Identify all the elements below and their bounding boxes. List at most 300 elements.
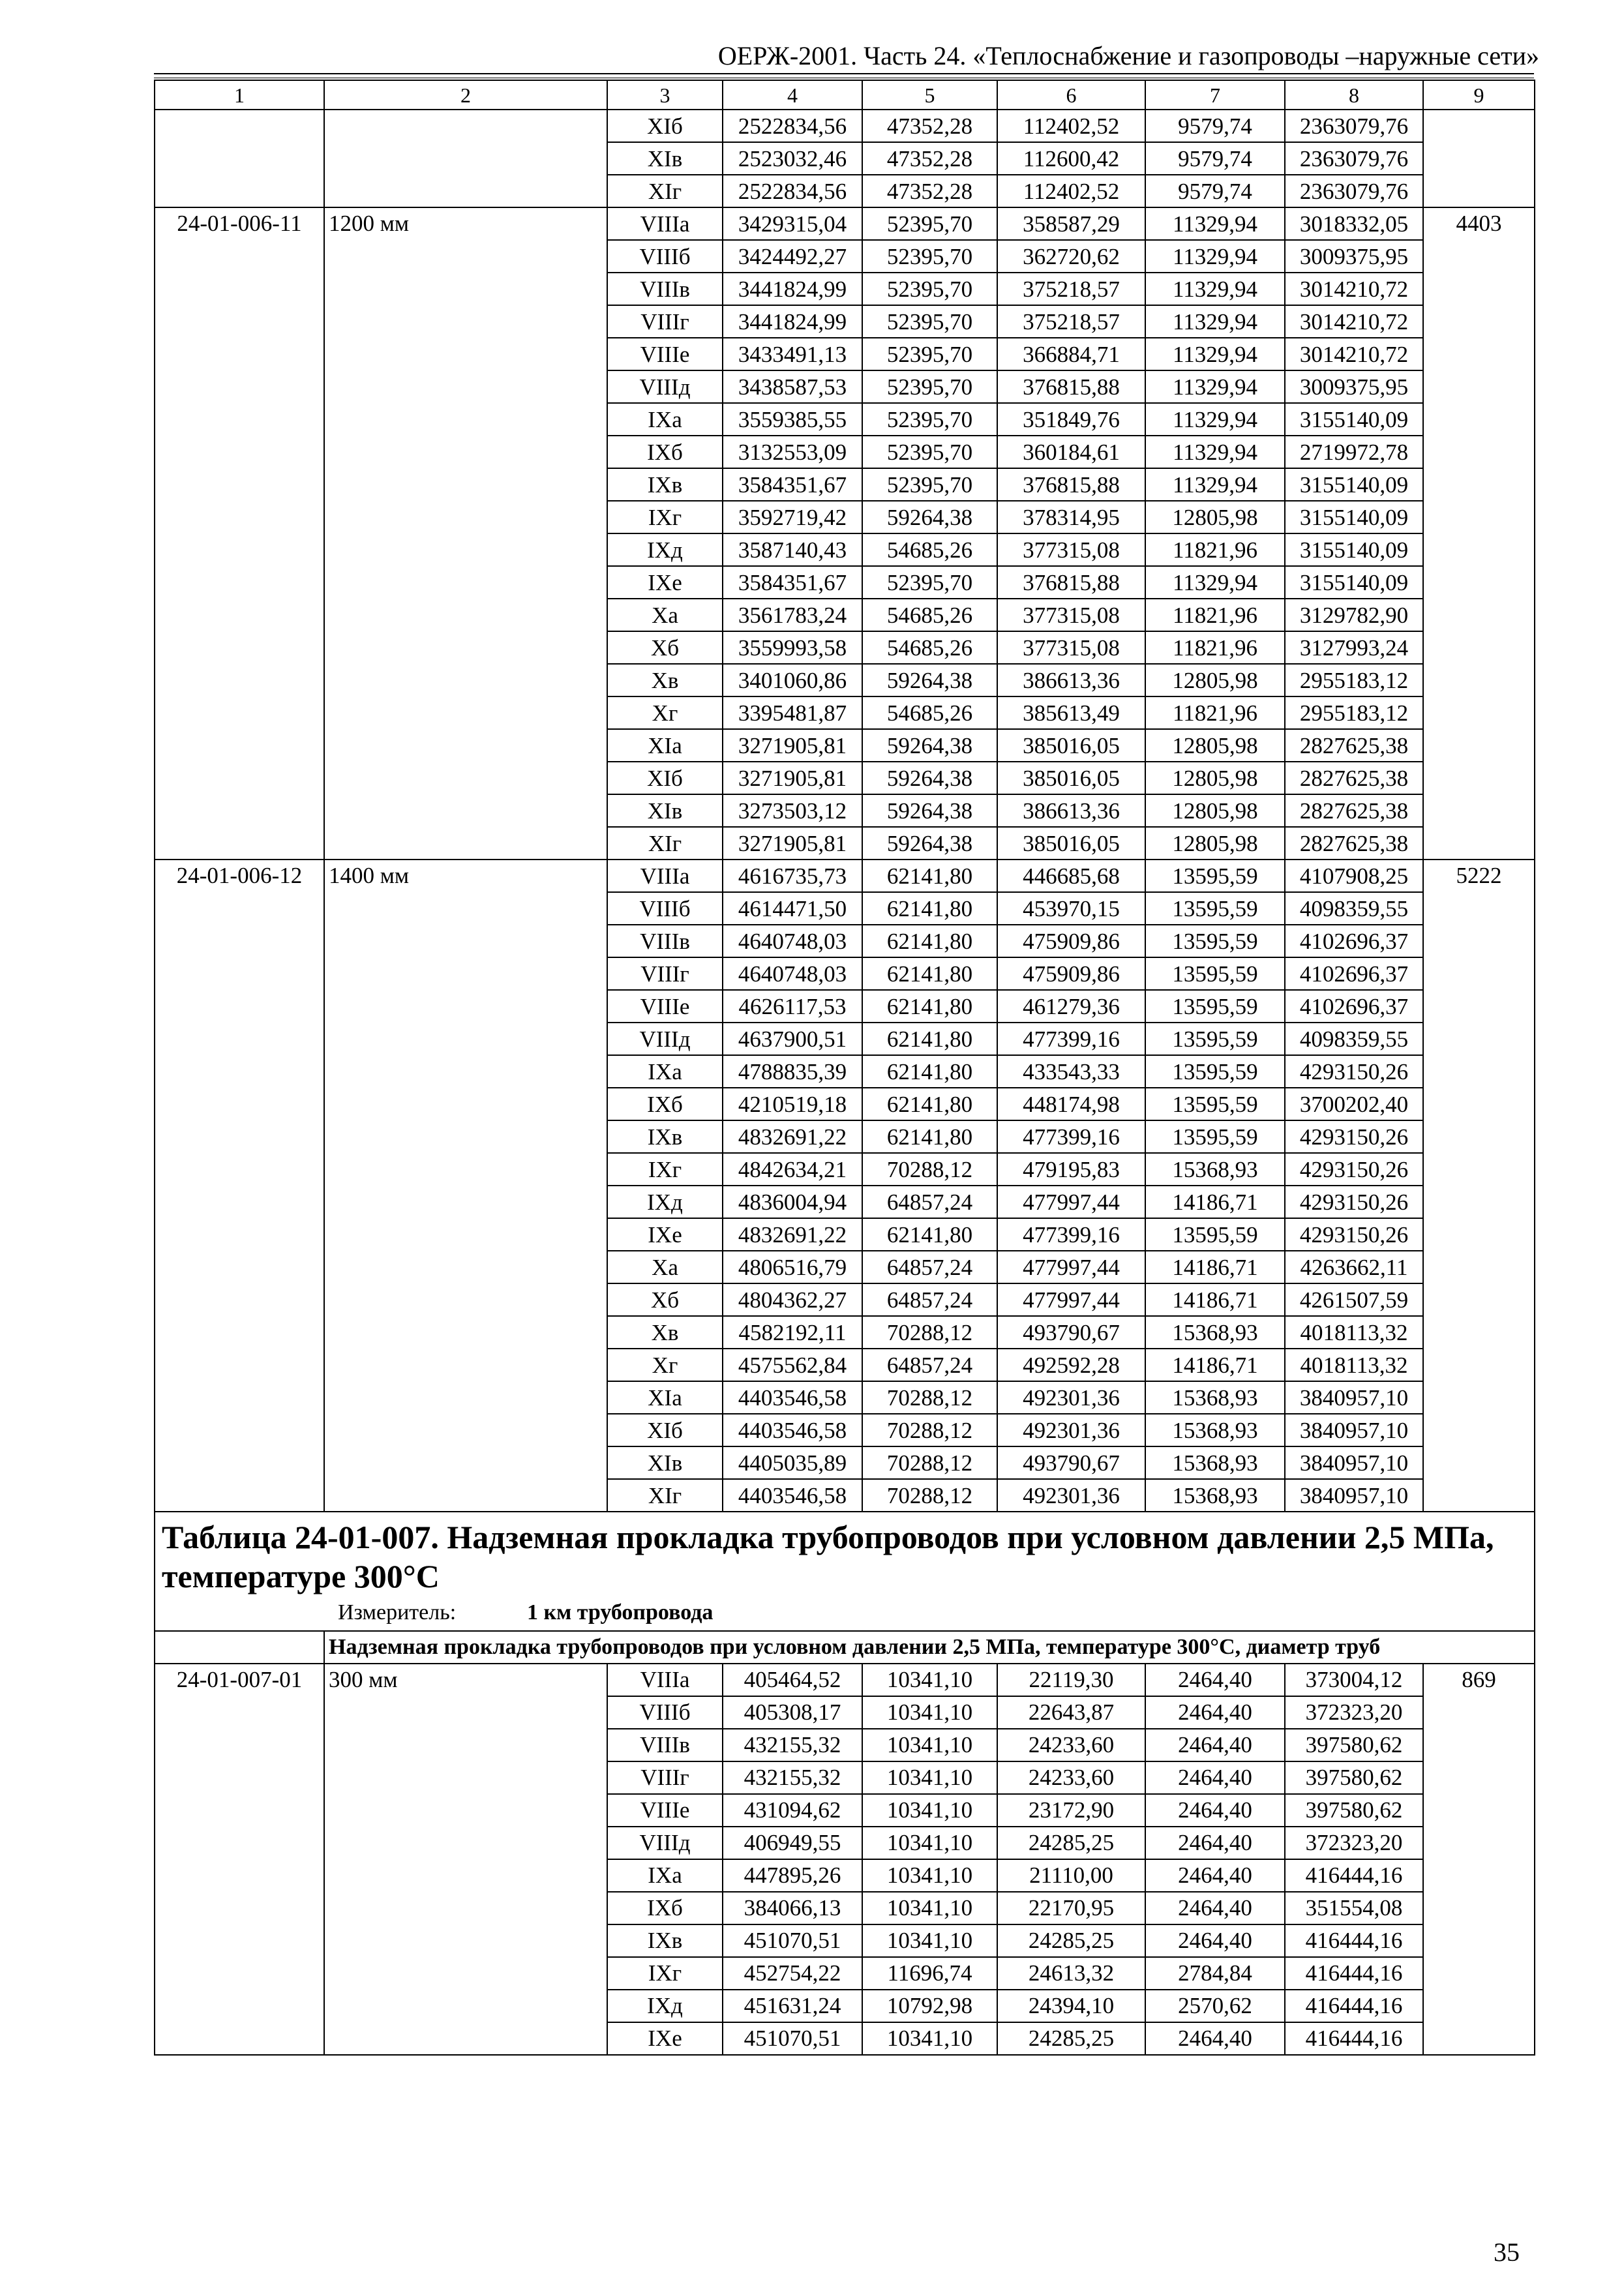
zone-code: VIIIб (607, 892, 723, 925)
operator-wage: 12805,98 (1145, 762, 1285, 794)
operator-wage: 14186,71 (1145, 1283, 1285, 1316)
machine-cost: 446685,68 (997, 860, 1145, 892)
materials-cost: 3129782,90 (1285, 599, 1423, 631)
materials-cost: 4018113,32 (1285, 1316, 1423, 1349)
operator-wage: 2464,40 (1145, 1794, 1285, 1827)
total-cost: 4842634,21 (723, 1153, 862, 1186)
total-cost: 452754,22 (723, 1957, 862, 1990)
machine-cost: 362720,62 (997, 240, 1145, 273)
column-number: 6 (997, 80, 1145, 110)
column-number: 5 (862, 80, 997, 110)
zone-code: Xа (607, 599, 723, 631)
zone-code: IXд (607, 1186, 723, 1218)
zone-code: IXг (607, 1153, 723, 1186)
operator-wage: 13595,59 (1145, 1023, 1285, 1055)
pipe-diameter (324, 110, 607, 207)
total-cost: 4582192,11 (723, 1316, 862, 1349)
operator-wage: 11329,94 (1145, 436, 1285, 468)
materials-cost: 4263662,11 (1285, 1251, 1423, 1283)
materials-cost: 416444,16 (1285, 2022, 1423, 2055)
labor-cost: 59264,38 (862, 729, 997, 762)
labor-cost: 62141,80 (862, 1088, 997, 1120)
machine-cost: 475909,86 (997, 957, 1145, 990)
zone-code: IXд (607, 1990, 723, 2022)
labor-cost: 52395,70 (862, 338, 997, 370)
total-cost: 4403546,58 (723, 1479, 862, 1512)
materials-cost: 4293150,26 (1285, 1218, 1423, 1251)
total-cost: 3424492,27 (723, 240, 862, 273)
labor-cost: 64857,24 (862, 1251, 997, 1283)
zone-code: IXа (607, 403, 723, 436)
total-cost: 3438587,53 (723, 370, 862, 403)
rate-code: 24-01-007-01 (155, 1664, 324, 2055)
labor-cost: 47352,28 (862, 110, 997, 142)
operator-wage: 11329,94 (1145, 240, 1285, 273)
materials-cost: 4293150,26 (1285, 1153, 1423, 1186)
total-cost: 405308,17 (723, 1696, 862, 1729)
zone-code: IXв (607, 468, 723, 501)
labor-cost: 10341,10 (862, 1859, 997, 1892)
zone-code: VIIIб (607, 1696, 723, 1729)
operator-wage: 11821,96 (1145, 631, 1285, 664)
operator-wage: 15368,93 (1145, 1414, 1285, 1446)
zone-code: VIIIе (607, 990, 723, 1023)
zone-code: Xв (607, 1316, 723, 1349)
machine-cost: 375218,57 (997, 273, 1145, 305)
materials-cost: 4098359,55 (1285, 1023, 1423, 1055)
labor-cost: 54685,26 (862, 599, 997, 631)
materials-cost: 397580,62 (1285, 1794, 1423, 1827)
table-section-007 (155, 1512, 1535, 1664)
operator-wage: 13595,59 (1145, 1055, 1285, 1088)
machine-cost: 385016,05 (997, 762, 1145, 794)
zone-code: Xг (607, 696, 723, 729)
zone-code: IXе (607, 2022, 723, 2055)
machine-cost: 24233,60 (997, 1761, 1145, 1794)
operator-wage: 11329,94 (1145, 370, 1285, 403)
zone-code: Xг (607, 1349, 723, 1381)
materials-cost: 3009375,95 (1285, 240, 1423, 273)
zone-code: VIIIг (607, 957, 723, 990)
labor-cost: 10341,10 (862, 1664, 997, 1696)
machine-cost: 22170,95 (997, 1892, 1145, 1924)
total-cost: 4403546,58 (723, 1414, 862, 1446)
labor-cost: 52395,70 (862, 240, 997, 273)
labor-cost: 70288,12 (862, 1153, 997, 1186)
zone-code: IXг (607, 1957, 723, 1990)
total-cost: 405464,52 (723, 1664, 862, 1696)
operator-wage: 2464,40 (1145, 2022, 1285, 2055)
labor-hours: 869 (1423, 1664, 1535, 2055)
labor-cost: 62141,80 (862, 1055, 997, 1088)
zone-code: VIIIд (607, 1023, 723, 1055)
materials-cost: 397580,62 (1285, 1729, 1423, 1761)
materials-cost: 2363079,76 (1285, 110, 1423, 142)
zone-code: IXв (607, 1924, 723, 1957)
machine-cost: 386613,36 (997, 794, 1145, 827)
operator-wage: 11821,96 (1145, 696, 1285, 729)
zone-code: IXа (607, 1859, 723, 1892)
materials-cost: 397580,62 (1285, 1761, 1423, 1794)
operator-wage: 11329,94 (1145, 338, 1285, 370)
machine-cost: 24285,25 (997, 1924, 1145, 1957)
labor-cost: 10792,98 (862, 1990, 997, 2022)
total-cost: 3584351,67 (723, 566, 862, 599)
operator-wage: 13595,59 (1145, 1088, 1285, 1120)
labor-cost: 62141,80 (862, 892, 997, 925)
table-body (155, 80, 1535, 110)
materials-cost: 2827625,38 (1285, 794, 1423, 827)
total-cost: 432155,32 (723, 1761, 862, 1794)
zone-code: VIIIе (607, 338, 723, 370)
labor-cost: 59264,38 (862, 794, 997, 827)
total-cost: 3559385,55 (723, 403, 862, 436)
labor-cost: 10341,10 (862, 1892, 997, 1924)
total-cost: 4836004,94 (723, 1186, 862, 1218)
total-cost: 4640748,03 (723, 957, 862, 990)
operator-wage: 13595,59 (1145, 990, 1285, 1023)
table-row (155, 110, 1535, 142)
total-cost: 3395481,87 (723, 696, 862, 729)
materials-cost: 3155140,09 (1285, 566, 1423, 599)
labor-cost: 59264,38 (862, 827, 997, 860)
machine-cost: 376815,88 (997, 370, 1145, 403)
operator-wage: 11329,94 (1145, 566, 1285, 599)
labor-cost: 64857,24 (862, 1186, 997, 1218)
operator-wage: 11329,94 (1145, 468, 1285, 501)
page-number: 35 (1494, 2237, 1520, 2267)
materials-cost: 4102696,37 (1285, 957, 1423, 990)
labor-cost: 10341,10 (862, 1729, 997, 1761)
operator-wage: 13595,59 (1145, 1120, 1285, 1153)
zone-code: VIIIг (607, 1761, 723, 1794)
total-cost: 406949,55 (723, 1827, 862, 1859)
labor-cost: 54685,26 (862, 696, 997, 729)
machine-cost: 477997,44 (997, 1186, 1145, 1218)
operator-wage: 11329,94 (1145, 207, 1285, 240)
machine-cost: 112402,52 (997, 175, 1145, 207)
machine-cost: 477997,44 (997, 1283, 1145, 1316)
operator-wage: 13595,59 (1145, 925, 1285, 957)
machine-cost: 376815,88 (997, 566, 1145, 599)
operator-wage: 15368,93 (1145, 1446, 1285, 1479)
materials-cost: 4018113,32 (1285, 1349, 1423, 1381)
labor-cost: 62141,80 (862, 1120, 997, 1153)
labor-cost: 70288,12 (862, 1316, 997, 1349)
total-cost: 2522834,56 (723, 175, 862, 207)
zone-code: VIIIв (607, 1729, 723, 1761)
total-cost: 3559993,58 (723, 631, 862, 664)
machine-cost: 385016,05 (997, 827, 1145, 860)
machine-cost: 24285,25 (997, 2022, 1145, 2055)
materials-cost: 3840957,10 (1285, 1446, 1423, 1479)
zone-code: XIв (607, 1446, 723, 1479)
machine-cost: 375218,57 (997, 305, 1145, 338)
machine-cost: 377315,08 (997, 631, 1145, 664)
operator-wage: 13595,59 (1145, 1218, 1285, 1251)
materials-cost: 2363079,76 (1285, 142, 1423, 175)
operator-wage: 2464,40 (1145, 1664, 1285, 1696)
operator-wage: 15368,93 (1145, 1153, 1285, 1186)
labor-cost: 64857,24 (862, 1349, 997, 1381)
materials-cost: 2719972,78 (1285, 436, 1423, 468)
labor-cost: 52395,70 (862, 370, 997, 403)
total-cost: 4403546,58 (723, 1381, 862, 1414)
total-cost: 3132553,09 (723, 436, 862, 468)
zone-code: IXб (607, 1892, 723, 1924)
table-body-groups-006 (155, 110, 1535, 1512)
zone-code: XIг (607, 1479, 723, 1512)
machine-cost: 23172,90 (997, 1794, 1145, 1827)
measure-value: 1 км трубопровода (527, 1600, 714, 1624)
zone-code: XIг (607, 175, 723, 207)
rate-code (155, 110, 324, 207)
materials-cost: 3127993,24 (1285, 631, 1423, 664)
labor-cost: 10341,10 (862, 1761, 997, 1794)
pipe-diameter: 300 мм (324, 1664, 607, 2055)
zone-code: Xв (607, 664, 723, 696)
section-subtitle: Надземная прокладка трубопроводов при условном давлении 2,5 МПа, температуре 300°С, диаметр труб (324, 1631, 1535, 1664)
materials-cost: 3155140,09 (1285, 403, 1423, 436)
pipe-diameter: 1400 мм (324, 860, 607, 1512)
total-cost: 447895,26 (723, 1859, 862, 1892)
machine-cost: 24613,32 (997, 1957, 1145, 1990)
operator-wage: 2464,40 (1145, 1729, 1285, 1761)
total-cost: 3429315,04 (723, 207, 862, 240)
table-row (155, 860, 1535, 892)
column-number-row (155, 80, 1535, 110)
operator-wage: 11329,94 (1145, 403, 1285, 436)
machine-cost: 492301,36 (997, 1479, 1145, 1512)
materials-cost: 3014210,72 (1285, 305, 1423, 338)
materials-cost: 372323,20 (1285, 1696, 1423, 1729)
zone-code: IXб (607, 1088, 723, 1120)
machine-cost: 433543,33 (997, 1055, 1145, 1088)
labor-cost: 70288,12 (862, 1446, 997, 1479)
operator-wage: 12805,98 (1145, 729, 1285, 762)
labor-cost: 70288,12 (862, 1381, 997, 1414)
column-number: 4 (723, 80, 862, 110)
zone-code: VIIIд (607, 1827, 723, 1859)
section-subtitle-row (155, 1631, 1535, 1664)
materials-cost: 3840957,10 (1285, 1479, 1423, 1512)
machine-cost: 376815,88 (997, 468, 1145, 501)
column-number: 3 (607, 80, 723, 110)
zone-code: XIв (607, 142, 723, 175)
machine-cost: 366884,71 (997, 338, 1145, 370)
total-cost: 3441824,99 (723, 273, 862, 305)
rates-table (154, 80, 1535, 2056)
operator-wage: 12805,98 (1145, 827, 1285, 860)
column-number: 2 (324, 80, 607, 110)
zone-code: IXг (607, 501, 723, 533)
materials-cost: 3840957,10 (1285, 1414, 1423, 1446)
materials-cost: 2827625,38 (1285, 762, 1423, 794)
materials-cost: 4102696,37 (1285, 925, 1423, 957)
rates-table-wrapper (154, 80, 1534, 2056)
total-cost: 4637900,51 (723, 1023, 862, 1055)
total-cost: 4405035,89 (723, 1446, 862, 1479)
zone-code: IXв (607, 1120, 723, 1153)
zone-code: XIа (607, 1381, 723, 1414)
labor-cost: 59264,38 (862, 664, 997, 696)
labor-cost: 59264,38 (862, 762, 997, 794)
section-title: Таблица 24-01-007. Надземная прокладка трубопроводов при условном давлении 2,5 МПа, температуре 300°С (162, 1519, 1494, 1594)
machine-cost: 24233,60 (997, 1729, 1145, 1761)
total-cost: 4832691,22 (723, 1120, 862, 1153)
total-cost: 451070,51 (723, 1924, 862, 1957)
total-cost: 4210519,18 (723, 1088, 862, 1120)
operator-wage: 9579,74 (1145, 175, 1285, 207)
labor-cost: 62141,80 (862, 990, 997, 1023)
total-cost: 4832691,22 (723, 1218, 862, 1251)
total-cost: 3441824,99 (723, 305, 862, 338)
machine-cost: 385613,49 (997, 696, 1145, 729)
operator-wage: 2464,40 (1145, 1696, 1285, 1729)
materials-cost: 416444,16 (1285, 1924, 1423, 1957)
machine-cost: 386613,36 (997, 664, 1145, 696)
operator-wage: 13595,59 (1145, 957, 1285, 990)
labor-cost: 64857,24 (862, 1283, 997, 1316)
total-cost: 4575562,84 (723, 1349, 862, 1381)
machine-cost: 477399,16 (997, 1218, 1145, 1251)
operator-wage: 11821,96 (1145, 599, 1285, 631)
labor-hours: 4403 (1423, 207, 1535, 860)
machine-cost: 475909,86 (997, 925, 1145, 957)
materials-cost: 351554,08 (1285, 1892, 1423, 1924)
header-rule (154, 73, 1534, 74)
materials-cost: 416444,16 (1285, 1957, 1423, 1990)
machine-cost: 477997,44 (997, 1251, 1145, 1283)
zone-code: VIIIб (607, 240, 723, 273)
total-cost: 4806516,79 (723, 1251, 862, 1283)
materials-cost: 3155140,09 (1285, 533, 1423, 566)
machine-cost: 358587,29 (997, 207, 1145, 240)
total-cost: 451070,51 (723, 2022, 862, 2055)
labor-cost: 62141,80 (862, 860, 997, 892)
operator-wage: 2784,84 (1145, 1957, 1285, 1990)
materials-cost: 4293150,26 (1285, 1186, 1423, 1218)
machine-cost: 461279,36 (997, 990, 1145, 1023)
total-cost: 431094,62 (723, 1794, 862, 1827)
operator-wage: 15368,93 (1145, 1479, 1285, 1512)
operator-wage: 14186,71 (1145, 1251, 1285, 1283)
labor-cost: 10341,10 (862, 1696, 997, 1729)
total-cost: 3271905,81 (723, 762, 862, 794)
labor-cost: 52395,70 (862, 403, 997, 436)
operator-wage: 9579,74 (1145, 110, 1285, 142)
operator-wage: 12805,98 (1145, 501, 1285, 533)
total-cost: 4640748,03 (723, 925, 862, 957)
labor-cost: 54685,26 (862, 533, 997, 566)
machine-cost: 492301,36 (997, 1381, 1145, 1414)
machine-cost: 477399,16 (997, 1023, 1145, 1055)
materials-cost: 3018332,05 (1285, 207, 1423, 240)
subtitle-spacer (155, 1631, 324, 1664)
machine-cost: 378314,95 (997, 501, 1145, 533)
total-cost: 3271905,81 (723, 827, 862, 860)
labor-cost: 62141,80 (862, 1023, 997, 1055)
machine-cost: 477399,16 (997, 1120, 1145, 1153)
machine-cost: 492592,28 (997, 1349, 1145, 1381)
operator-wage: 12805,98 (1145, 794, 1285, 827)
column-number: 7 (1145, 80, 1285, 110)
materials-cost: 416444,16 (1285, 1859, 1423, 1892)
operator-wage: 15368,93 (1145, 1316, 1285, 1349)
zone-code: VIIIа (607, 860, 723, 892)
total-cost: 3271905,81 (723, 729, 862, 762)
materials-cost: 3009375,95 (1285, 370, 1423, 403)
materials-cost: 2955183,12 (1285, 696, 1423, 729)
machine-cost: 377315,08 (997, 599, 1145, 631)
machine-cost: 453970,15 (997, 892, 1145, 925)
labor-cost: 62141,80 (862, 1218, 997, 1251)
running-header: ОЕРЖ-2001. Часть 24. «Теплоснабжение и газопроводы –наружные сети» (717, 41, 1539, 70)
materials-cost: 2827625,38 (1285, 729, 1423, 762)
zone-code: XIа (607, 729, 723, 762)
labor-cost: 52395,70 (862, 436, 997, 468)
zone-code: XIб (607, 1414, 723, 1446)
total-cost: 4626117,53 (723, 990, 862, 1023)
operator-wage: 2464,40 (1145, 1924, 1285, 1957)
operator-wage: 2570,62 (1145, 1990, 1285, 2022)
labor-cost: 10341,10 (862, 1924, 997, 1957)
table-body-groups-007 (155, 1664, 1535, 2055)
materials-cost: 373004,12 (1285, 1664, 1423, 1696)
labor-cost: 59264,38 (862, 501, 997, 533)
labor-cost: 47352,28 (862, 142, 997, 175)
total-cost: 4616735,73 (723, 860, 862, 892)
labor-hours (1423, 110, 1535, 207)
zone-code: VIIIд (607, 370, 723, 403)
operator-wage: 2464,40 (1145, 1761, 1285, 1794)
total-cost: 451631,24 (723, 1990, 862, 2022)
machine-cost: 351849,76 (997, 403, 1145, 436)
total-cost: 384066,13 (723, 1892, 862, 1924)
measure-label: Измеритель: (338, 1600, 457, 1624)
labor-cost: 10341,10 (862, 1827, 997, 1859)
zone-code: VIIIв (607, 273, 723, 305)
total-cost: 2523032,46 (723, 142, 862, 175)
zone-code: VIIIе (607, 1794, 723, 1827)
labor-cost: 70288,12 (862, 1414, 997, 1446)
pipe-diameter: 1200 мм (324, 207, 607, 860)
zone-code: XIб (607, 110, 723, 142)
zone-code: VIIIв (607, 925, 723, 957)
zone-code: Xб (607, 1283, 723, 1316)
materials-cost: 372323,20 (1285, 1827, 1423, 1859)
machine-cost: 493790,67 (997, 1316, 1145, 1349)
operator-wage: 2464,40 (1145, 1859, 1285, 1892)
zone-code: XIг (607, 827, 723, 860)
total-cost: 3561783,24 (723, 599, 862, 631)
zone-code: Xа (607, 1251, 723, 1283)
total-cost: 4788835,39 (723, 1055, 862, 1088)
operator-wage: 2464,40 (1145, 1827, 1285, 1859)
column-number: 1 (155, 80, 324, 110)
section-title-row (155, 1512, 1535, 1631)
materials-cost: 416444,16 (1285, 1990, 1423, 2022)
machine-cost: 112402,52 (997, 110, 1145, 142)
labor-cost: 47352,28 (862, 175, 997, 207)
machine-cost: 479195,83 (997, 1153, 1145, 1186)
machine-cost: 360184,61 (997, 436, 1145, 468)
materials-cost: 3840957,10 (1285, 1381, 1423, 1414)
labor-cost: 52395,70 (862, 273, 997, 305)
operator-wage: 13595,59 (1145, 892, 1285, 925)
total-cost: 3433491,13 (723, 338, 862, 370)
labor-cost: 52395,70 (862, 566, 997, 599)
